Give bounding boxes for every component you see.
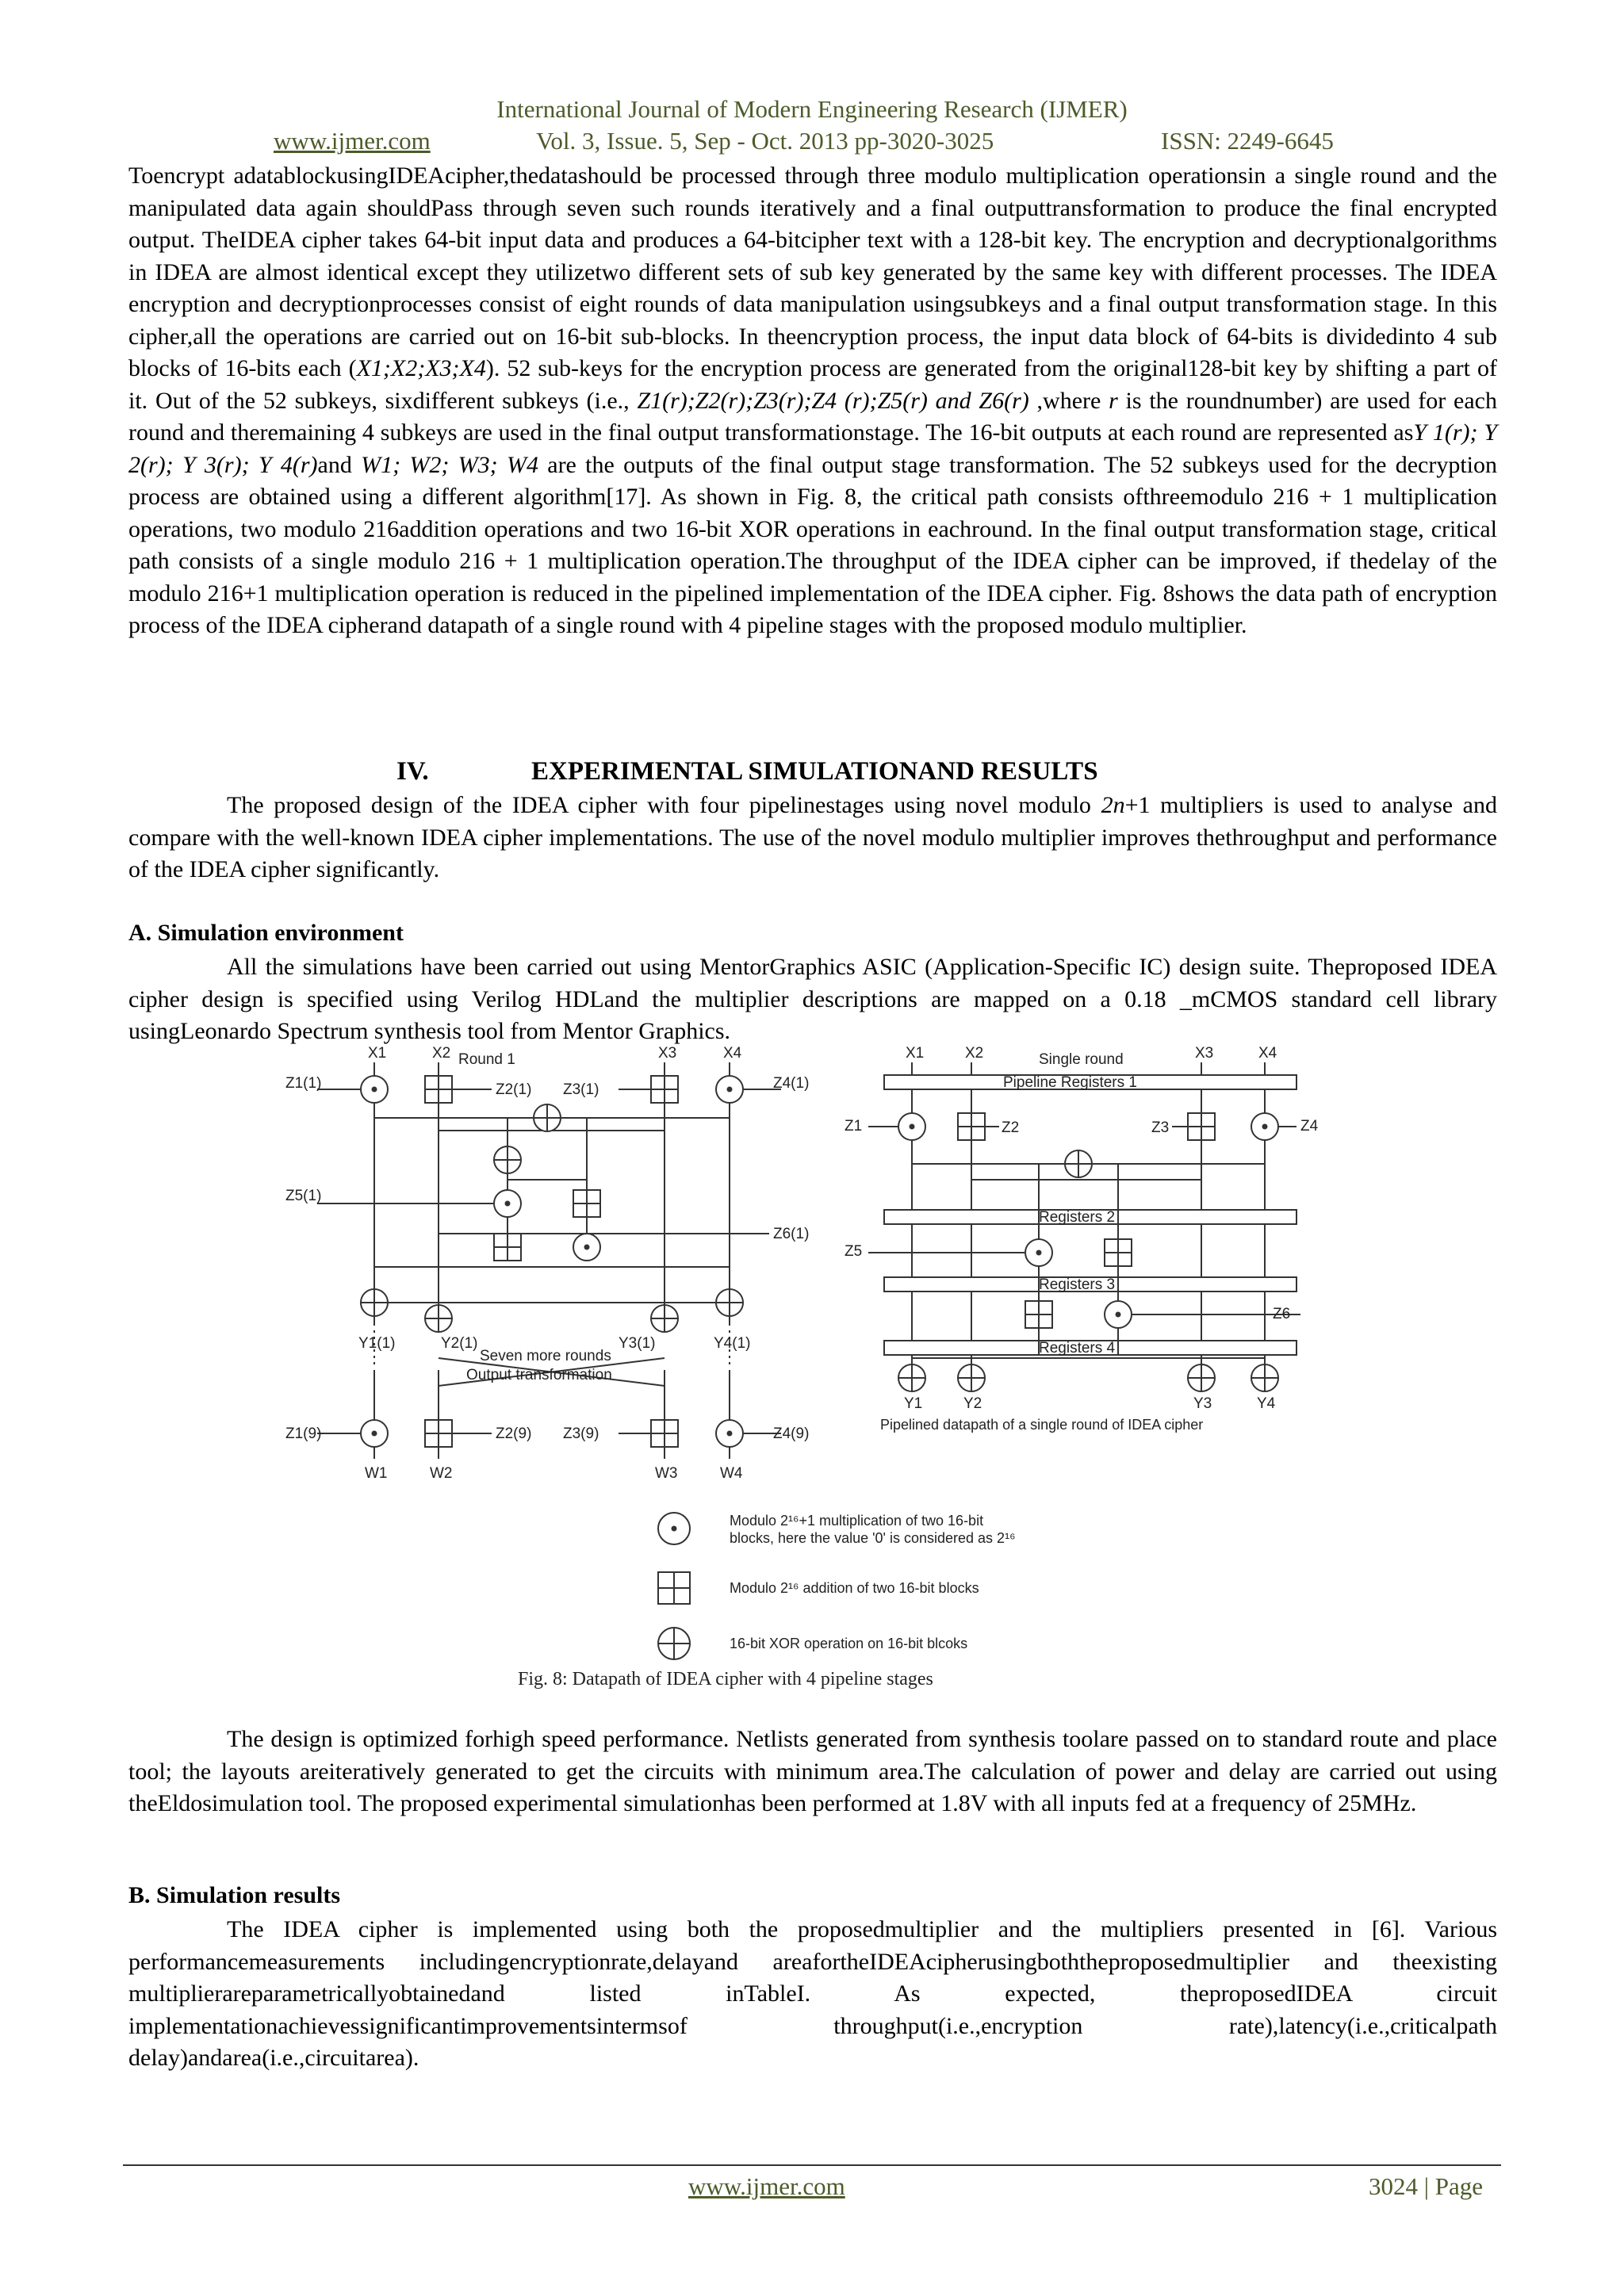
journal-title: International Journal of Modern Engineering Research (IJMER) [496,95,1128,123]
left-final-key-z1: Z1(9) [285,1425,322,1442]
left-output-y1: Y1(1) [358,1335,396,1352]
right-input-x4: X4 [1258,1045,1277,1062]
left-final-key-z4: Z4(9) [773,1425,810,1442]
footer-website-link[interactable]: www.ijmer.com [688,2172,845,2200]
subsection-b-paragraph [128,1914,1497,2075]
right-key-z2: Z2 [1002,1119,1020,1136]
left-final-w2: W2 [430,1465,453,1482]
left-output-y2: Y2(1) [441,1335,478,1352]
right-output-y4: Y4 [1257,1395,1276,1412]
left-key-z6: Z6(1) [773,1226,810,1242]
left-key-z2: Z2(1) [496,1081,532,1098]
subsection-a-paragraph: All the simulations have been carried out using MentorGraphics ASIC (Application-Specific IC) design suite. Theproposed IDEA cipher design is specified using Verilog HDLand the multiplier descriptions are mapped on a 0.18 _mCMOS standard cell library usingLeonardo Spectrum synthesis tool from Mentor Graphics. [128,954,1497,1044]
legend-add: Modulo 2¹⁶ addition of two 16-bit blocks [730,1580,979,1596]
intro-text-6: are the outputs of the final output stage transformation. The 52 subkeys used for the decryption process are obtained using a different algorithm[17]. As shown in Fig. 8, the critical path consists ofthreemodulo 216 + 1 multiplication operations, two modulo 216addition operations and two 16-bit XOR operations in eachround. In the final output transformation stage, critical path consists of a single modulo 216 + 1 multiplication operation.The throughput of the IDEA cipher can be improved, if thedelay of the modulo 216+1 multiplication operation is reduced in the pipelined implementation of the IDEA cipher. Fig. 8shows the data path of encryption process of the IDEA cipherand datapath of a single round with 4 pipeline stages with the proposed modulo multiplier. [128,451,1497,638]
section-text-a: The proposed design of the IDEA cipher with four pipelinestages using novel modulo [227,792,1101,818]
footer-divider [123,2164,1501,2166]
right-output-y1: Y1 [904,1395,923,1412]
section-title: EXPERIMENTAL SIMULATIONAND RESULTS [531,757,1098,786]
right-register-1: Pipeline Registers 1 [1003,1074,1137,1091]
w-outputs: W1; W2; W3; W4 [361,451,538,478]
header-issn: ISSN: 2249-6645 [1161,127,1334,155]
section-number: IV. [396,757,429,786]
right-round-title: Single round [1039,1051,1124,1068]
right-key-z5: Z5 [845,1243,863,1260]
left-output-y4: Y4(1) [714,1335,751,1352]
header-volume: Vol. 3, Issue. 5, Sep - Oct. 2013 pp-3020-3025 [536,127,994,155]
right-key-z4: Z4 [1300,1118,1319,1135]
intro-text-5: and [317,451,362,478]
intro-text-2: ). 52 sub-keys for the encryption process are generated from the original128-bit key by shifting a part of it. Out of the 52 subkeys, sixdifferent subkeys (i.e., [128,355,1497,414]
legend-mult-line2: blocks, here the value '0' is considered as 2¹⁶ [730,1530,1016,1546]
right-register-3: Registers 3 [1039,1276,1116,1293]
r-variable: r [1109,387,1118,414]
section-text-b: +1 multipliers is used to analyse and compare with the well-known IDEA cipher implementations. The use of the novel modulo multiplier improves thethroughput and performance of the IDEA cipher significantly. [128,792,1497,882]
subsection-a-text [128,951,1497,1048]
right-input-x2: X2 [965,1045,984,1062]
right-input-x3: X3 [1195,1045,1214,1062]
after-figure-text: The design is optimized forhigh speed performance. Netlists generated from synthesis toolare passed on to standard route and place tool; the layouts areiteratively generated to get the circuits with minimum area.The calculation of power and delay are carried out using theEldosimulation tool. The proposed experimental simulationhas been performed at 1.8V with all inputs fed at a frequency of 25MHz. [128,1726,1497,1816]
intro-text-3: ,where [1028,387,1109,414]
figure-caption: Fig. 8: Datapath of IDEA cipher with 4 pipeline stages [518,1669,933,1689]
right-register-2: Registers 2 [1039,1209,1116,1226]
intro-text-1: Toencrypt adatablockusingIDEAcipher,thedatashould be processed through three modulo multiplication operationsin a single round and the manipulated data again shouldPass through seven such rounds iteratively and a final outputtransformation to produce the final encrypted output. TheIDEA cipher takes 64-bit input data and produces a 64-bitcipher text with a 128-bit key. The encryption and decryptionalgorithms in IDEA are almost identical except they utilizetwo different sets of sub key generated by the same key with different processes. The IDEA encryption and decryptionprocesses consist of eight rounds of data manipulation usingsubkeys and a final output transformation stage. In this cipher,all the operations are carried out on 16-bit sub-blocks. In theencryption process, the input data block of 64-bits is dividedinto 4 sub blocks of 16-bits each ( [128,163,1497,381]
left-input-x3: X3 [658,1045,677,1062]
left-key-z4: Z4(1) [773,1075,810,1092]
left-key-z1: Z1(1) [285,1075,322,1092]
right-output-y3: Y3 [1193,1395,1212,1412]
section-paragraph [128,790,1497,886]
right-input-x1: X1 [906,1045,925,1062]
left-input-x4: X4 [723,1045,742,1062]
left-input-x2: X2 [432,1045,451,1062]
right-key-z1: Z1 [845,1118,863,1135]
legend-mult-line1: Modulo 2¹⁶+1 multiplication of two 16-bit [730,1513,984,1529]
left-output-transformation: Output transformation [466,1367,612,1383]
after-figure-paragraph [128,1724,1497,1820]
subsection-b-heading: B. Simulation results [128,1882,340,1908]
right-key-z6: Z6 [1273,1306,1291,1322]
right-caption: Pipelined datapath of a single round of IDEA cipher [880,1417,1204,1433]
subsection-b-text: The IDEA cipher is implemented using both the proposedmultiplier and the multipliers presented in [6]. Various performancemeasurements includingencryptionrate,delayand areafortheIDEAcipherusingboththeproposedmultiplier and theexisting multiplierareparametricallyobtainedand listed inTableI. As expected, theproposedIDEA circuit implementationachievessignificantimprovementsintermsof throughput(i.e.,encryption rate),latency(i.e.,criticalpath delay)andarea(i.e.,circuitarea). [128,1916,1497,2071]
idea-datapath-figure [285,1045,1324,1703]
intro-paragraph [128,160,1497,642]
left-more-rounds: Seven more rounds [480,1348,611,1364]
right-output-y2: Y2 [963,1395,982,1412]
left-key-z5: Z5(1) [285,1188,322,1204]
left-final-w3: W3 [655,1465,678,1482]
left-final-w1: W1 [365,1465,388,1482]
right-register-4: Registers 4 [1039,1340,1116,1357]
x-blocks: X1;X2;X3;X4 [356,355,486,381]
left-key-z3: Z3(1) [563,1081,599,1098]
footer-page-number: 3024 | Page [1369,2172,1483,2200]
left-output-y3: Y3(1) [619,1335,656,1352]
left-final-key-z2: Z2(9) [496,1425,532,1442]
y-outputs: Y 1(r); Y 2(r); Y 3(r); Y 4(r) [128,419,1497,478]
left-final-key-z3: Z3(9) [563,1425,599,1442]
left-input-x1: X1 [368,1045,387,1062]
section-var: 2n [1101,792,1125,818]
subkeys: Z1(r);Z2(r);Z3(r);Z4 (r);Z5(r) and Z6(r) [637,387,1029,414]
intro-text-4: is the roundnumber) are used for each round and theremaining 4 subkeys are used in the final output transformationstage. The 16-bit outputs at each round are represented as [128,387,1497,446]
header-website-link[interactable]: www.ijmer.com [274,127,431,155]
left-final-w4: W4 [720,1465,743,1482]
subsection-a-heading: A. Simulation environment [128,920,404,946]
right-key-z3: Z3 [1151,1119,1170,1136]
left-round-title: Round 1 [458,1051,515,1068]
legend-xor: 16-bit XOR operation on 16-bit blcoks [730,1636,968,1651]
